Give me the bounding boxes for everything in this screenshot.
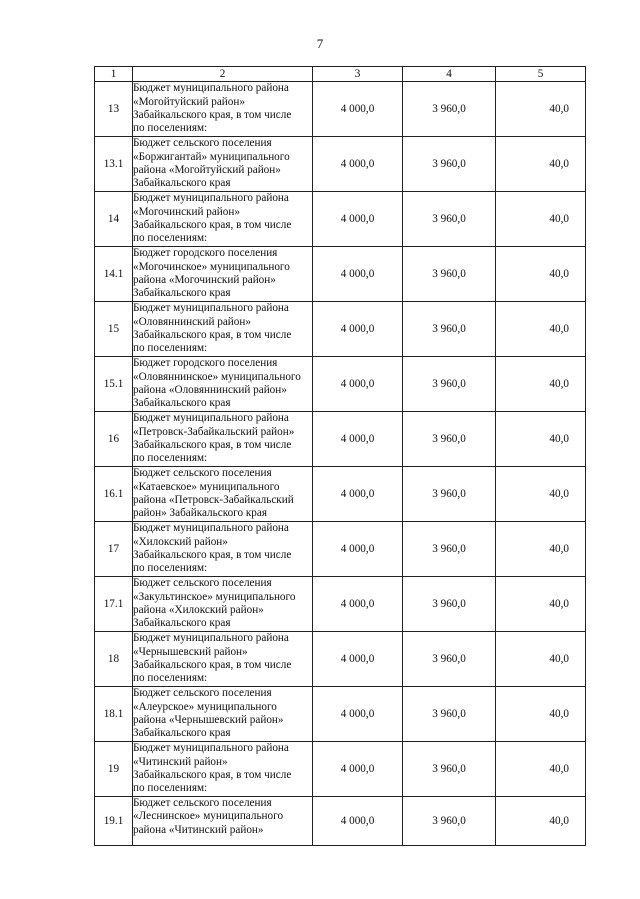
budget-name-line: района «Могойтуйский район» (133, 164, 281, 176)
budget-name-line: Бюджет муниципального района (133, 742, 289, 755)
budget-name-line: района «Оловяннинский район» (133, 384, 287, 396)
budget-name-line: Бюджет муниципального района (133, 302, 289, 315)
header-col-1: 1 (95, 67, 133, 82)
budget-name-line: Забайкальского края, в том числе (133, 549, 292, 561)
amount-col-4: 3 960,0 (403, 632, 496, 687)
amount-col-4: 3 960,0 (403, 742, 496, 797)
header-col-5: 5 (496, 67, 586, 82)
budget-name (133, 82, 313, 137)
amount-col-4: 3 960,0 (403, 467, 496, 522)
amount-col-5: 40,0 (496, 192, 586, 247)
budget-name-line: по поселениям: (133, 562, 208, 575)
amount-col-4: 3 960,0 (403, 247, 496, 302)
budget-name-line: Забайкальского края, в том числе (133, 219, 292, 231)
header-col-3: 3 (313, 67, 403, 82)
row-number: 13.1 (95, 137, 133, 192)
budget-name-line: района «Хилокский район» (133, 604, 264, 616)
amount-col-4: 3 960,0 (403, 797, 496, 846)
amount-col-3: 4 000,0 (313, 467, 403, 522)
budget-name (133, 797, 313, 846)
table-row (95, 687, 586, 742)
budget-name-line: Бюджет сельского поселения (133, 467, 272, 480)
table-row (95, 742, 586, 797)
row-number: 18.1 (95, 687, 133, 742)
amount-col-3: 4 000,0 (313, 687, 403, 742)
table-row (95, 632, 586, 687)
budget-name-line: по поселениям: (133, 672, 208, 685)
table-row (95, 192, 586, 247)
amount-col-5: 40,0 (496, 577, 586, 632)
budget-name-line: Бюджет муниципального района (133, 522, 289, 535)
row-number: 19.1 (95, 797, 133, 846)
table-row (95, 302, 586, 357)
budget-name-line: «Оловяннинский район» (133, 315, 251, 328)
budget-name-line: «Катаевское» муниципального (133, 480, 280, 493)
amount-col-5: 40,0 (496, 247, 586, 302)
budget-name-line: Забайкальского края, в том числе (133, 769, 292, 781)
amount-col-4: 3 960,0 (403, 412, 496, 467)
budget-name (133, 742, 313, 797)
budget-name-line: Бюджет муниципального района (133, 632, 289, 645)
amount-col-4: 3 960,0 (403, 357, 496, 412)
amount-col-3: 4 000,0 (313, 82, 403, 137)
amount-col-3: 4 000,0 (313, 247, 403, 302)
budget-name-line: Забайкальского края, в том числе (133, 659, 292, 671)
row-number: 17 (95, 522, 133, 577)
budget-name-line: Бюджет сельского поселения (133, 797, 272, 809)
row-number: 17.1 (95, 577, 133, 632)
table-row (95, 467, 586, 522)
amount-col-3: 4 000,0 (313, 577, 403, 632)
budget-name-line: по поселениям: (133, 452, 208, 465)
amount-col-5: 40,0 (496, 632, 586, 687)
budget-name-line: «Оловяннинское» муниципального (133, 370, 301, 383)
amount-col-4: 3 960,0 (403, 522, 496, 577)
amount-col-5: 40,0 (496, 302, 586, 357)
header-row (95, 67, 586, 82)
budget-name-line: Бюджет городского поселения (133, 357, 278, 370)
budget-name-line: Забайкальского края (133, 397, 231, 410)
budget-name-line: Бюджет муниципального района (133, 412, 289, 425)
budget-name-line: «Читинский район» (133, 755, 228, 768)
budget-name-line: «Могойтуйский район» (133, 95, 245, 108)
amount-col-4: 3 960,0 (403, 137, 496, 192)
budget-name-line: по поселениям: (133, 342, 208, 355)
budget-name (133, 357, 313, 412)
budget-name (133, 412, 313, 467)
amount-col-3: 4 000,0 (313, 137, 403, 192)
amount-col-3: 4 000,0 (313, 192, 403, 247)
row-number: 16 (95, 412, 133, 467)
budget-name-line: Забайкальского края (133, 617, 231, 630)
amount-col-4: 3 960,0 (403, 192, 496, 247)
amount-col-3: 4 000,0 (313, 632, 403, 687)
table-row (95, 82, 586, 137)
budget-name-line: «Алеурское» муниципального (133, 700, 277, 713)
amount-col-5: 40,0 (496, 137, 586, 192)
budget-name-line: района «Чернышевский район» (133, 714, 284, 726)
amount-col-5: 40,0 (496, 742, 586, 797)
table-row (95, 137, 586, 192)
budget-name-line: «Чернышевский район» (133, 645, 248, 658)
budget-name (133, 247, 313, 302)
row-number: 15.1 (95, 357, 133, 412)
budget-name-line: «Боржигантай» муниципального (133, 150, 290, 163)
table-row (95, 412, 586, 467)
table-row (95, 522, 586, 577)
budget-name-line: Бюджет муниципального района (133, 192, 289, 205)
row-number: 18 (95, 632, 133, 687)
table-row (95, 577, 586, 632)
row-number: 19 (95, 742, 133, 797)
budget-name (133, 192, 313, 247)
budget-name-line: «Могочинское» муниципального (133, 260, 290, 273)
amount-col-5: 40,0 (496, 522, 586, 577)
row-number: 14 (95, 192, 133, 247)
amount-col-4: 3 960,0 (403, 82, 496, 137)
amount-col-4: 3 960,0 (403, 302, 496, 357)
amount-col-3: 4 000,0 (313, 412, 403, 467)
amount-col-5: 40,0 (496, 357, 586, 412)
budget-name-line: Забайкальского края, в том числе (133, 439, 292, 451)
budget-name-line: по поселениям: (133, 782, 208, 795)
budget-name-line: «Хилокский район» (133, 535, 228, 548)
row-number: 14.1 (95, 247, 133, 302)
row-number: 15 (95, 302, 133, 357)
budget-name-line: «Закультинское» муниципального (133, 590, 296, 603)
budget-name-line: «Петровск-Забайкальский район» (133, 425, 295, 438)
budget-name-line: Бюджет сельского поселения (133, 137, 272, 150)
budget-name-line: по поселениям: (133, 232, 208, 245)
budget-name-line: района «Петровск-Забайкальский (133, 494, 294, 506)
table-row (95, 797, 586, 846)
amount-col-5: 40,0 (496, 82, 586, 137)
amount-col-4: 3 960,0 (403, 687, 496, 742)
budget-name-line: Бюджет сельского поселения (133, 687, 272, 700)
row-number: 13 (95, 82, 133, 137)
budget-name (133, 687, 313, 742)
amount-col-3: 4 000,0 (313, 797, 403, 846)
budget-name-line: района «Читинский район» (133, 823, 264, 836)
amount-col-3: 4 000,0 (313, 302, 403, 357)
budget-name-line: Забайкальского края (133, 727, 231, 740)
budget-name-line: Забайкальского края (133, 287, 231, 300)
budget-name (133, 302, 313, 357)
amount-col-5: 40,0 (496, 467, 586, 522)
amount-col-5: 40,0 (496, 687, 586, 742)
amount-col-3: 4 000,0 (313, 522, 403, 577)
header-col-2: 2 (133, 67, 313, 82)
budget-name-line: Бюджет сельского поселения (133, 577, 272, 590)
budget-name-line: Забайкальского края (133, 177, 231, 190)
amount-col-4: 3 960,0 (403, 577, 496, 632)
budget-name-line: Бюджет городского поселения (133, 247, 278, 260)
budget-name (133, 137, 313, 192)
amount-col-3: 4 000,0 (313, 742, 403, 797)
table-row (95, 357, 586, 412)
budget-name-line: Забайкальского края, в том числе (133, 109, 292, 121)
amount-col-5: 40,0 (496, 797, 586, 846)
header-col-4: 4 (403, 67, 496, 82)
budget-name (133, 577, 313, 632)
budget-name-line: «Могочинский район» (133, 205, 240, 218)
table-row (95, 247, 586, 302)
budget-name (133, 522, 313, 577)
budget-name-line: района «Могочинский район» (133, 274, 276, 286)
budget-table (94, 66, 586, 846)
budget-name (133, 632, 313, 687)
budget-name (133, 467, 313, 522)
page-number: 7 (316, 36, 324, 51)
amount-col-5: 40,0 (496, 412, 586, 467)
budget-name-line: по поселениям: (133, 122, 208, 135)
budget-name-line: Забайкальского края, в том числе (133, 329, 292, 341)
budget-name-line: «Леснинское» муниципального (133, 810, 284, 823)
budget-name-line: Бюджет муниципального района (133, 82, 289, 95)
budget-name-line: район» Забайкальского края (133, 507, 268, 520)
row-number: 16.1 (95, 467, 133, 522)
amount-col-3: 4 000,0 (313, 357, 403, 412)
